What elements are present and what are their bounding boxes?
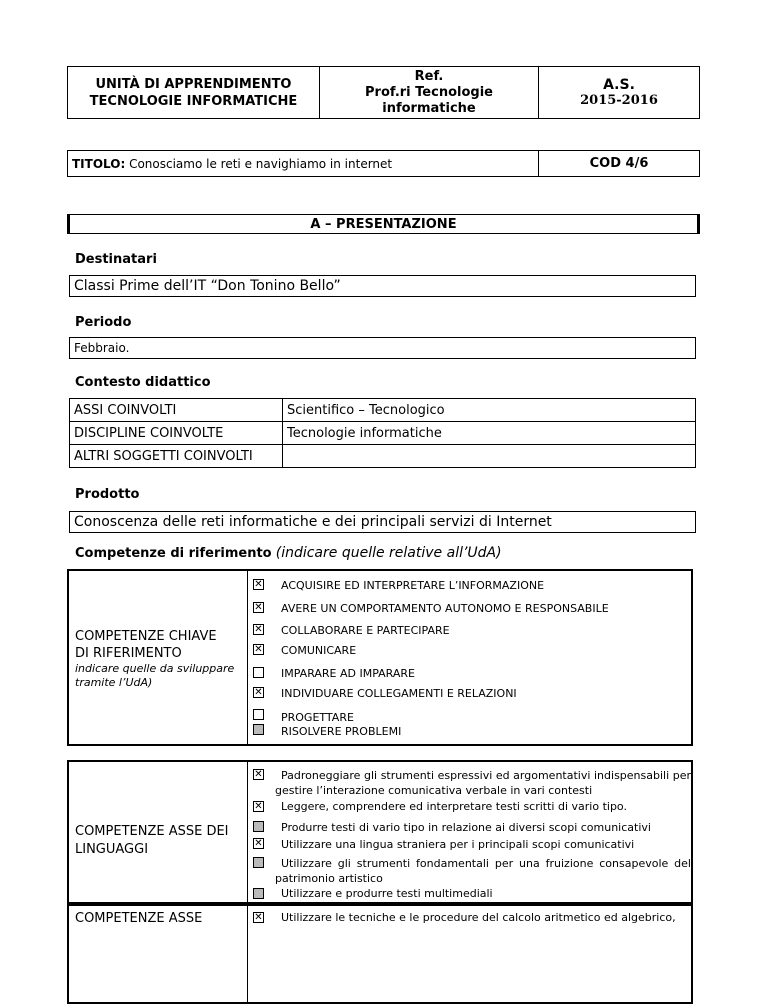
chiave-note-line1: indicare quelle da sviluppare [75, 662, 235, 675]
chiave-item-1: ACQUISIRE ED INTERPRETARE L’INFORMAZIONE [281, 579, 545, 592]
linguaggi-item-6: Utilizzare e produrre testi multimediali [281, 887, 493, 900]
ref-line3: informatiche [382, 100, 476, 116]
chiave-checkbox-8[interactable] [253, 724, 264, 735]
chiave-item-2: AVERE UN COMPORTAMENTO AUTONOMO E RESPONSABILE [281, 602, 609, 615]
title-label: TITOLO: [72, 156, 126, 171]
linguaggi-checkbox-5[interactable] [253, 857, 264, 868]
linguaggi-label-line1: COMPETENZE ASSE DEI [75, 824, 229, 839]
contesto-heading: Contesto didattico [75, 375, 211, 390]
as-label: A.S. [603, 77, 635, 93]
altri-value [282, 444, 696, 468]
chiave-label-line2: DI RIFERIMENTO [75, 646, 182, 661]
discipline-value: Tecnologie informatiche [282, 421, 696, 445]
chiave-label [75, 628, 234, 690]
chiave-checkbox-1[interactable] [253, 579, 264, 590]
asse-next-item: Utilizzare le tecniche e le procedure del calcolo aritmetico ed algebrico, [281, 911, 676, 924]
linguaggi-checkbox-4[interactable] [253, 838, 264, 849]
linguaggi-item-5: Utilizzare gli strumenti fondamentali per una fruizione consapevole del patrimonio artistico [275, 857, 691, 885]
unit-line2: TECNOLOGIE INFORMATICHE [89, 93, 298, 109]
periodo-value: Febbraio. [69, 337, 696, 359]
title-value: Conosciamo le reti e navighiamo in internet [125, 156, 393, 171]
chiave-note-line2: tramite l’UdA) [75, 676, 153, 689]
destinatari-value: Classi Prime dell’IT “Don Tonino Bello” [69, 275, 696, 297]
unit-line1: UNITÀ DI APPRENDIMENTO [95, 76, 292, 92]
linguaggi-label-line2: LINGUAGGI [75, 842, 149, 857]
chiave-item-8: RISOLVERE PROBLEMI [281, 725, 402, 738]
altri-label: ALTRI SOGGETTI COINVOLTI [69, 444, 283, 468]
assi-value: Scientifico – Tecnologico [282, 398, 696, 422]
prodotto-heading: Prodotto [75, 487, 140, 502]
linguaggi-label [75, 823, 229, 859]
ref-line1: Ref. [414, 68, 444, 84]
ref-box [319, 66, 539, 119]
linguaggi-item-2: Leggere, comprendere ed interpretare testi scritti di vario tipo. [281, 800, 627, 813]
chiave-item-6: INDIVIDUARE COLLEGAMENTI E RELAZIONI [281, 687, 517, 700]
code-box [538, 150, 700, 177]
competenze-note: (indicare quelle relative all’UdA) [275, 545, 502, 561]
periodo-heading: Periodo [75, 315, 132, 330]
linguaggi-checkbox-3[interactable] [253, 821, 264, 832]
as-value: 2015-2016 [580, 93, 658, 108]
discipline-label: DISCIPLINE COINVOLTE [69, 421, 283, 445]
linguaggi-checkbox-6[interactable] [253, 888, 264, 899]
destinatari-heading: Destinatari [75, 252, 157, 267]
ref-line2: Prof.ri Tecnologie [365, 84, 493, 100]
asse-next-label: COMPETENZE ASSE [75, 911, 203, 926]
section-a-title: A – PRESENTAZIONE [310, 216, 457, 232]
chiave-item-4: COMUNICARE [281, 644, 357, 657]
chiave-checkbox-4[interactable] [253, 644, 264, 655]
chiave-checkbox-6[interactable] [253, 687, 264, 698]
chiave-checkbox-3[interactable] [253, 624, 264, 635]
as-box [538, 66, 700, 119]
linguaggi-checkbox-2[interactable] [253, 801, 264, 812]
title-row [67, 150, 539, 177]
chiave-item-5: IMPARARE AD IMPARARE [281, 667, 415, 680]
competenze-heading-row [75, 545, 502, 561]
linguaggi-item-1: Padroneggiare gli strumenti espressivi ed argomentativi indispensabili per gestire l’interazione comunicativa verbale in vari contesti [275, 769, 691, 797]
chiave-item-7: PROGETTARE [281, 711, 354, 724]
chiave-item-3: COLLABORARE E PARTECIPARE [281, 624, 450, 637]
unit-box [67, 66, 320, 119]
code-value: COD 4/6 [589, 156, 649, 171]
section-a-banner [67, 214, 700, 234]
chiave-checkbox-7[interactable] [253, 709, 264, 720]
linguaggi-checkbox-1[interactable] [253, 769, 264, 780]
competenze-heading: Competenze di riferimento [75, 546, 272, 561]
linguaggi-item-3: Produrre testi di vario tipo in relazione ai diversi scopi comunicativi [281, 821, 651, 834]
linguaggi-item-4: Utilizzare una lingua straniera per i principali scopi comunicativi [281, 838, 635, 851]
chiave-label-line1: COMPETENZE CHIAVE [75, 629, 217, 644]
assi-label: ASSI COINVOLTI [69, 398, 283, 422]
chiave-checkbox-5[interactable] [253, 667, 264, 678]
asse-next-checkbox[interactable] [253, 912, 264, 923]
chiave-checkbox-2[interactable] [253, 602, 264, 613]
prodotto-value: Conoscenza delle reti informatiche e dei principali servizi di Internet [69, 511, 696, 533]
